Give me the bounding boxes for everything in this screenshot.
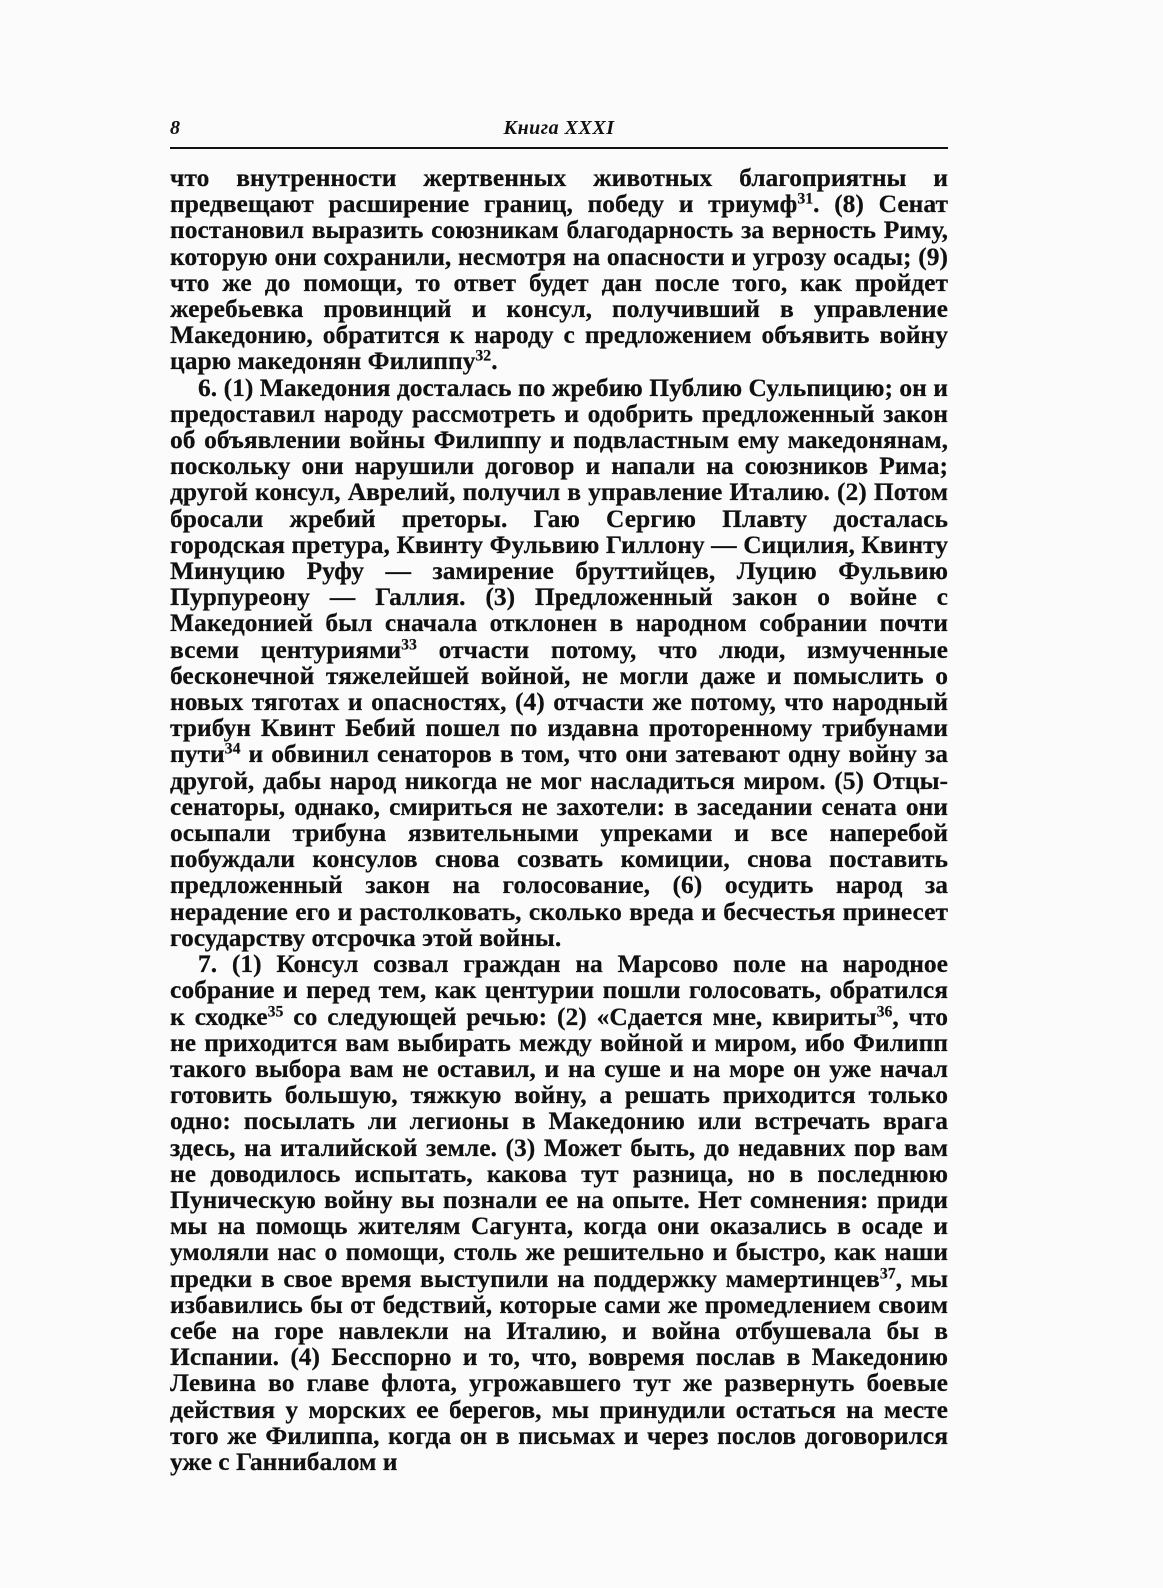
text-segment: . (8) Сенат постановил выразить союзникам благодарность за верность Риму, которую они сохранили, несмотря на опасности и угрозу осады; (9) что же до помощи, то ответ будет дан после того, как пройдет жеребьевка провинций и консул, получивший в управление Македонию, обратится к народу с предложением объявить войну царю македонян Филиппу xyxy=(170,189,948,376)
footnote-ref-35: 35 xyxy=(267,1002,284,1020)
running-header xyxy=(170,117,948,149)
text-segment: , что не приходится вам выбирать между войной и миром, ибо Филипп такого выбора вам не оставил, и на суше и на море он уже начал готовить большую, тяжкую войну, а решать приходится только одно: посылать ли легионы в Македонию или встречать врага здесь, на италийской земле. (3) Может быть, до недавних пор вам не доводилось испытать, какова тут разница, но в последнюю Пуническую войну вы познали ее на опыте. Нет сомнения: приди мы на помощь жителям Сагунта, когда они оказались в осаде и умоляли нас о помощи, столь же решительно и быстро, как наши предки в свое время выступили на поддержку мамертинцев xyxy=(170,1001,948,1293)
text-segment: со следующей речью: (2) «Сдается мне, квириты xyxy=(283,1001,877,1031)
footnote-ref-31: 31 xyxy=(797,190,814,208)
paragraph-chapter-6 xyxy=(170,372,948,952)
text-segment: и обвинил сенаторов в том, что они затевают одну войну за другой, дабы народ никогда не мог насладиться миром. (5) Отцы-сенаторы, однако, смириться не захотели: в заседании сената они осыпали трибуна язвительными упреками и все наперебой побуждали консулов снова созвать комиции, снова поставить предложенный закон на голосование, (6) осудить народ за нерадение его и растолковать, сколько вреда и бесчестья принесет государству отсрочка этой войны. xyxy=(170,739,948,952)
text-segment: что внутренности жертвенных животных благоприятны и предвещают расширение границ, победу и триумф xyxy=(170,163,948,219)
text-segment: . xyxy=(491,346,498,376)
paragraph-chapter-7 xyxy=(170,951,948,1475)
text-segment: 7. (1) Консул созвал граждан на Марсово поле на народное собрание и перед тем, как центурии пошли голосовать, обратился к сходке xyxy=(170,949,948,1031)
text-segment: отчасти потому, что люди, измученные бесконечной тяжелейшей войной, не могли даже и помыслить о новых тяготах и опасностях, (4) отчасти же потому, что народный трибун Квинт Бебий пошел по издавна проторенному трибунами пути xyxy=(170,634,948,769)
paragraph-continuation xyxy=(170,165,948,375)
footnote-ref-34: 34 xyxy=(224,740,241,758)
text-segment: 6. (1) Македония досталась по жребию Публию Сульпицию; он и предоставил народу рассмотреть и одобрить предложенный закон об объявлении войны Филиппу и подвластным ему македонянам, поскольку они нарушили договор и напали на союзников Рима; другой консул, Аврелий, получил в управление Италию. (2) Потом бросали жребий преторы. Гаю Сергию Плавту досталась городская претура, Квинту Фульвию Гиллону — Сицилия, Квинту Минуцию Руфу — замирение бруттийцев, Луцию Фульвию Пурпуреону — Галлия. (3) Предложенный закон о войне с Македонией был сначала отклонен в народном собрании почти всеми центуриями xyxy=(170,372,948,664)
page-number: 8 xyxy=(170,117,180,139)
text-segment: , мы избавились бы от бедствий, которые сами же промедлением своим себе на горе навлекли на Италию, и война отбушевала бы в Испании. (4) Бесспорно и то, что, вовремя послав в Македонию Левина во главе флота, угрожавшего тут же развернуть боевые действия у морских ее берегов, мы принудили остаться на месте того же Филиппа, когда он в письмах и через послов договорился уже с Ганнибалом и xyxy=(170,1263,949,1476)
running-title: Книга XXXI xyxy=(503,117,615,139)
footnote-ref-32: 32 xyxy=(475,347,492,365)
footnote-ref-36: 36 xyxy=(876,1002,893,1020)
footnote-ref-37: 37 xyxy=(879,1264,896,1282)
body-text xyxy=(170,165,948,1475)
footnote-ref-33: 33 xyxy=(401,635,417,653)
